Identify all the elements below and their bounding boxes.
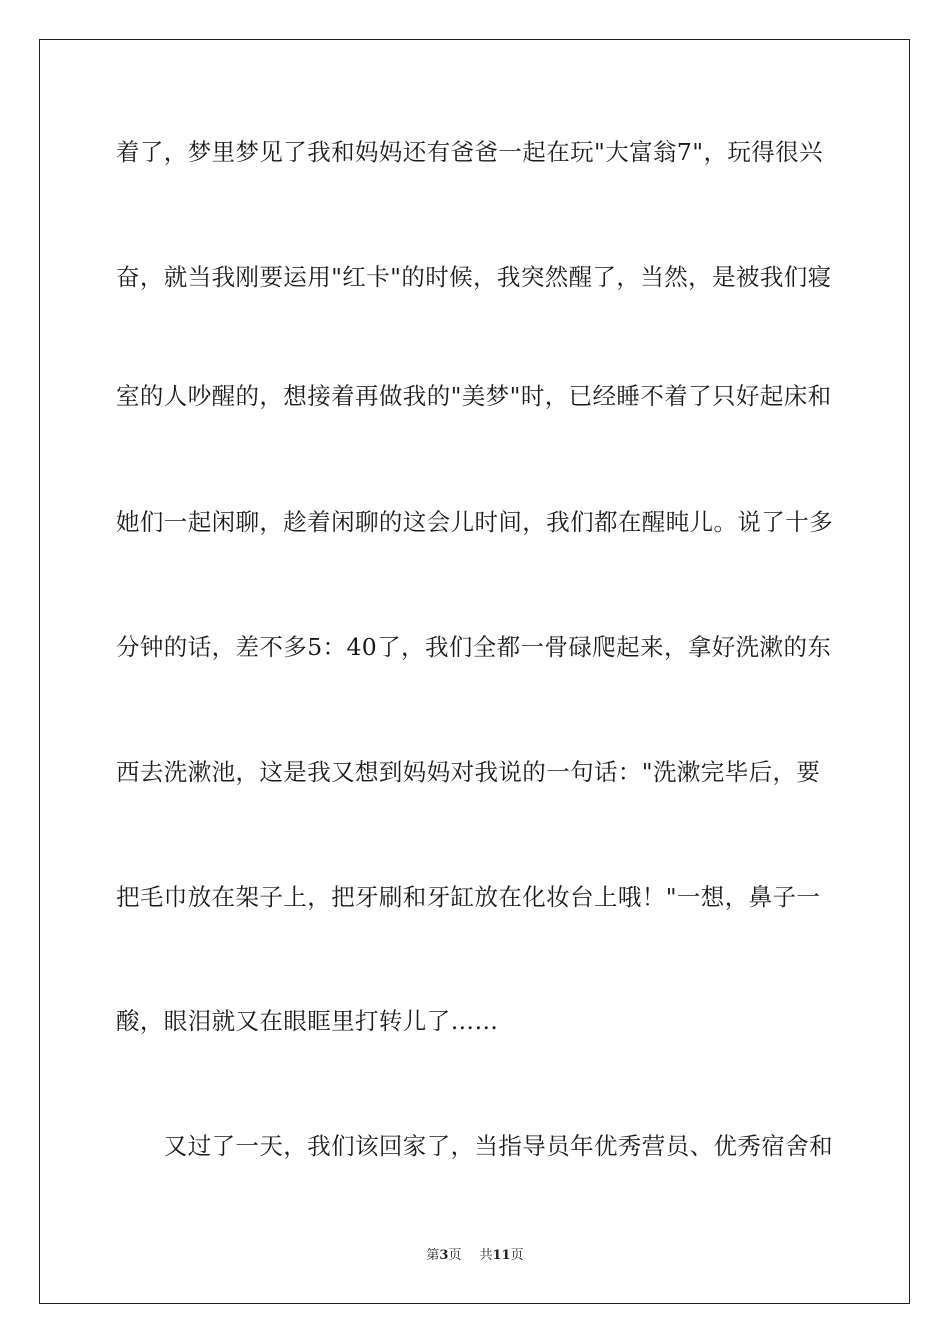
current-page-number: 3 (439, 1248, 449, 1263)
body-line-5: 分钟的话，差不多5：40了，我们全都一骨碌爬起来，拿好洗漱的东 (116, 633, 832, 661)
page-footer (0, 1247, 950, 1265)
body-line-2: 奋，就当我刚要运用"红卡"的时候，我突然醒了，当然，是被我们寝 (116, 263, 832, 291)
page-label-suffix: 页 (448, 1248, 462, 1263)
page-border (39, 39, 910, 1304)
body-line-4: 她们一起闲聊，趁着闲聊的这会儿时间，我们都在醒盹儿。说了十多 (116, 508, 833, 536)
body-line-9: 又过了一天，我们该回家了，当指导员年优秀营员、优秀宿舍和 (116, 1132, 833, 1160)
body-line-7: 把毛巾放在架子上，把牙刷和牙缸放在化妆台上哦！"一想，鼻子一 (116, 883, 821, 911)
total-label-prefix: 共 (479, 1248, 493, 1263)
body-line-3: 室的人吵醒的，想接着再做我的"美梦"时，已经睡不着了只好起床和 (116, 382, 832, 410)
page-label-prefix: 第 (426, 1248, 440, 1263)
total-page-number: 11 (492, 1248, 511, 1263)
total-label-suffix: 页 (510, 1248, 524, 1263)
body-line-8: 酸，眼泪就又在眼眶里打转儿了…… (116, 1007, 499, 1035)
body-line-1: 着了，梦里梦见了我和妈妈还有爸爸一起在玩"大富翁7"，玩得很兴 (116, 138, 823, 166)
body-line-6: 西去洗漱池，这是我又想到妈妈对我说的一句话："洗漱完毕后，要 (116, 758, 821, 786)
